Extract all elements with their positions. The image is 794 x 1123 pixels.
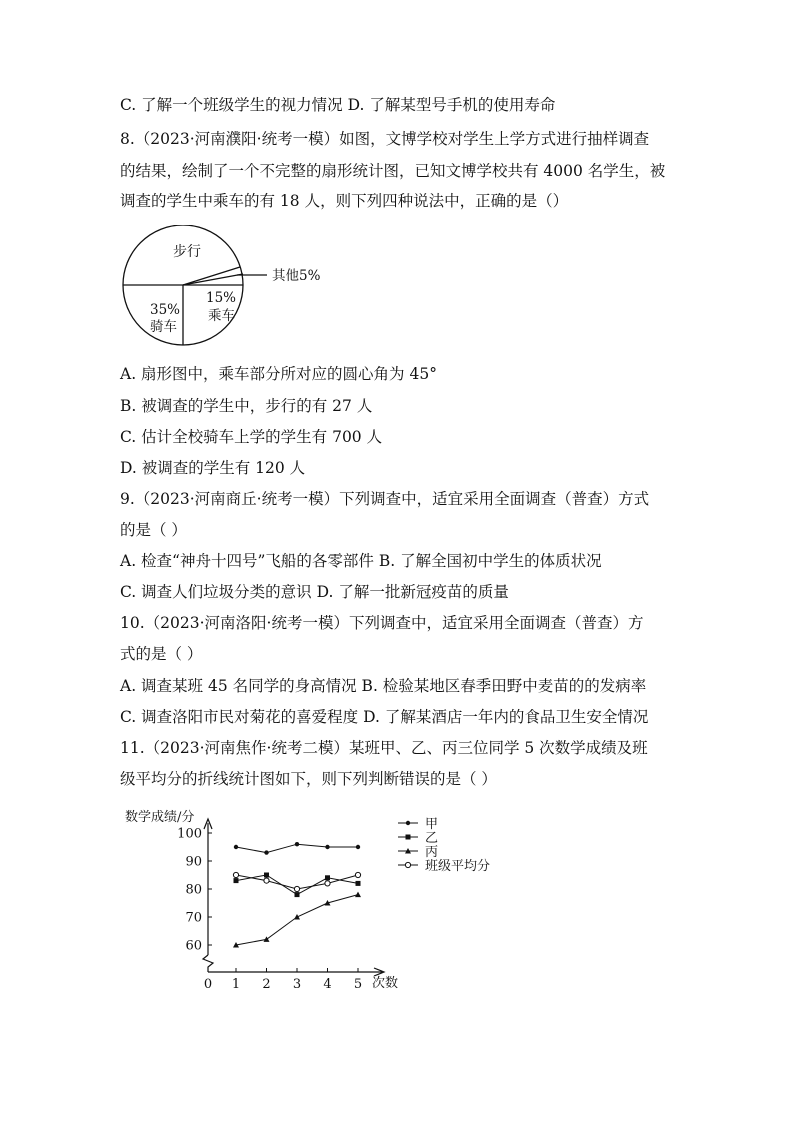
data-point-square xyxy=(325,875,330,880)
legend-label: 甲 xyxy=(425,817,439,832)
question-9-text: 的是（ ） xyxy=(120,521,187,539)
pie-chart xyxy=(115,225,345,350)
line-option-c-d: C. 了解一个班级学生的视力情况 D. 了解某型号手机的使用寿命 xyxy=(120,96,556,114)
question-8-option-c: C. 估计全校骑车上学的学生有 700 人 xyxy=(120,428,383,446)
question-8-text: 调查的学生中乘车的有 18 人，则下列四种说法中，正确的是（） xyxy=(120,192,569,210)
data-point-dot xyxy=(295,842,299,846)
pie-ride-label: 乘车 xyxy=(208,308,235,324)
question-11-text: 级平均分的折线统计图如下，则下列判断错误的是（ ） xyxy=(120,770,497,788)
data-point-dot xyxy=(264,850,268,854)
series-line xyxy=(236,895,358,945)
question-8-option-a: A. 扇形图中，乘车部分所对应的圆心角为 45° xyxy=(120,365,437,383)
data-point-circle xyxy=(405,862,410,867)
data-point-circle xyxy=(233,872,238,877)
data-point-dot xyxy=(234,845,238,849)
x-tick-label: 0 xyxy=(203,977,213,992)
data-point-circle xyxy=(264,878,269,883)
pie-bike-pct: 35% xyxy=(150,302,181,318)
y-tick-label: 70 xyxy=(185,910,202,926)
line-chart xyxy=(120,805,540,1000)
x-tick-label: 5 xyxy=(353,977,363,992)
question-10-options-cd: C. 调查洛阳市民对菊花的喜爱程度 D. 了解某酒店一年内的食品卫生安全情况 xyxy=(120,708,649,726)
data-point-triangle xyxy=(355,892,361,898)
x-tick-label: 1 xyxy=(231,977,241,992)
question-8-text: 8.（2023·河南濮阳·统考一模）如图，文博学校对学生上学方式进行抽样调查 xyxy=(120,130,650,148)
pie-bike-label: 骑车 xyxy=(150,319,177,335)
x-tick-label: 2 xyxy=(262,977,271,992)
y-tick-label: 80 xyxy=(185,882,202,898)
question-10-text: 10.（2023·河南洛阳·统考一模）下列调查中，适宜采用全面调查（普查）方 xyxy=(120,614,644,632)
data-point-square xyxy=(295,892,300,897)
y-tick-label: 100 xyxy=(177,826,202,842)
data-point-dot xyxy=(325,845,329,849)
data-point-dot xyxy=(406,821,410,825)
question-9-options-ab: A. 检查“神舟十四号”飞船的各零部件 B. 了解全国初中学生的体质状况 xyxy=(120,552,602,570)
pie-walk-label: 步行 xyxy=(173,244,201,260)
question-11-text: 11.（2023·河南焦作·统考二模）某班甲、乙、丙三位同学 5 次数学成绩及班 xyxy=(120,739,648,757)
data-point-circle xyxy=(294,886,299,891)
question-10-text: 式的是（ ） xyxy=(120,645,203,663)
data-point-square xyxy=(406,835,411,840)
data-point-circle xyxy=(325,881,330,886)
question-9-options-cd: C. 调查人们垃圾分类的意识 D. 了解一批新冠疫苗的质量 xyxy=(120,583,509,601)
x-tick-label: 3 xyxy=(292,977,302,992)
data-point-square xyxy=(356,881,361,886)
data-point-square xyxy=(234,878,239,883)
legend-label: 乙 xyxy=(425,831,439,846)
question-9-text: 9.（2023·河南商丘·统考一模）下列调查中，适宜采用全面调查（普查）方式 xyxy=(120,490,650,508)
data-point-triangle xyxy=(264,936,270,942)
chart-xlabel: 次数 xyxy=(372,976,399,991)
legend-label: 班级平均分 xyxy=(425,859,491,874)
data-point-triangle xyxy=(294,914,300,920)
legend-label: 丙 xyxy=(425,845,439,860)
x-tick-label: 4 xyxy=(323,977,332,992)
pie-other-label: 其他5% xyxy=(272,268,321,284)
question-8-option-d: D. 被调查的学生有 120 人 xyxy=(120,459,306,477)
chart-ylabel: 数学成绩/分 xyxy=(125,810,195,825)
y-tick-label: 90 xyxy=(185,854,202,870)
question-10-options-ab: A. 调查某班 45 名同学的身高情况 B. 检验某地区春季田野中麦苗的的发病率 xyxy=(120,677,647,695)
pie-ride-pct: 15% xyxy=(206,290,237,306)
data-point-square xyxy=(264,873,269,878)
y-tick-label: 60 xyxy=(185,938,202,954)
question-8-option-b: B. 被调查的学生中，步行的有 27 人 xyxy=(120,397,373,415)
question-8-text: 的结果，绘制了一个不完整的扇形统计图，已知文博学校共有 4000 名学生，被 xyxy=(120,162,666,180)
y-axis-break xyxy=(203,955,213,972)
data-point-dot xyxy=(356,845,360,849)
data-point-circle xyxy=(355,872,360,877)
